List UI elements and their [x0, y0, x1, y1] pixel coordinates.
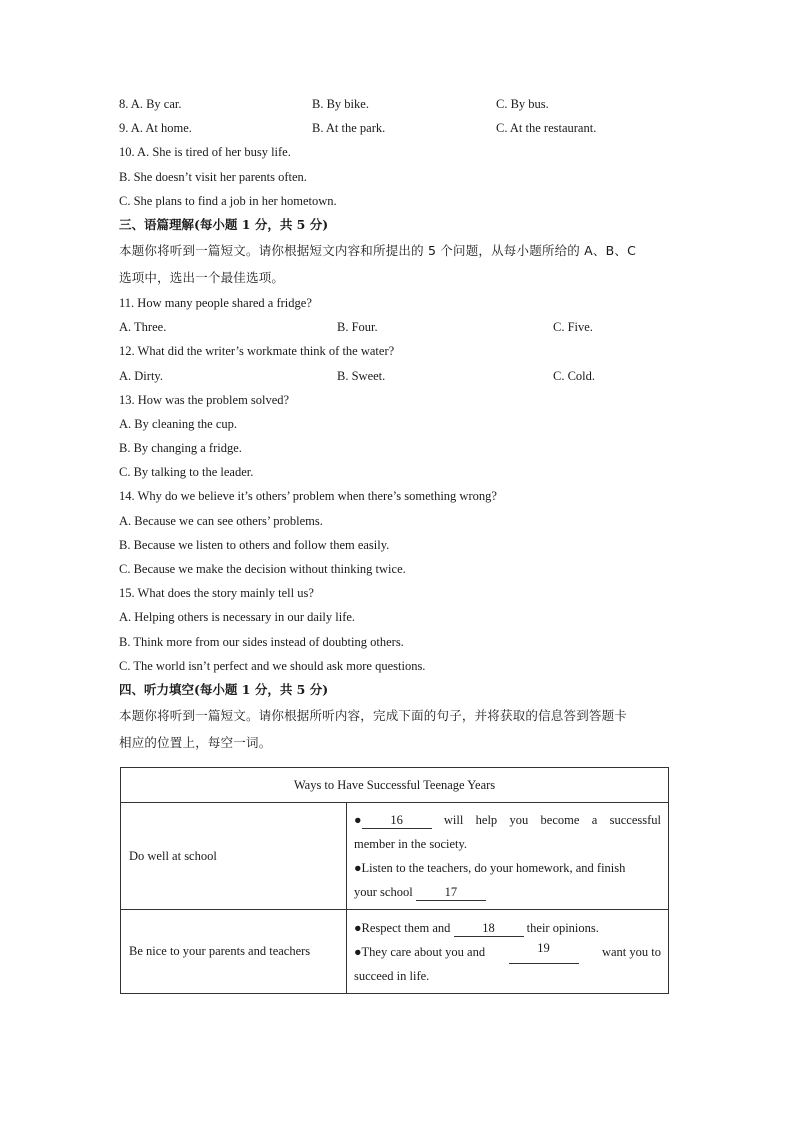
q10-option-a: 10. A. She is tired of her busy life.: [119, 145, 291, 160]
row2-bullet2-end: want you to: [601, 944, 661, 959]
q10-option-c: C. She plans to find a job in her hometown.: [119, 193, 337, 208]
q11-option-c: C. Five.: [553, 320, 593, 335]
row2-bullet1-end: their opinions.: [526, 920, 599, 935]
q13-question: 13. How was the problem solved?: [119, 392, 290, 407]
section-3-intro-line2: 选项中，选出一个最佳选项。: [119, 269, 285, 285]
row1-word-you: you: [509, 813, 529, 827]
question-12-options: [119, 364, 679, 388]
row2-category: Be nice to your parents and teachers: [121, 910, 347, 994]
q15-option-a: A. Helping others is necessary in our daily life.: [119, 610, 356, 625]
table-row: [121, 803, 669, 910]
row2-bullet2-line2: succeed in life.: [354, 968, 430, 983]
q14-question: 14. Why do we believe it’s others’ problem when there’s something wrong?: [119, 489, 497, 504]
q12-option-c: C. Cold.: [553, 368, 596, 383]
row1-bullet2-line2: [354, 880, 661, 904]
q8-option-c: C. By bus.: [496, 97, 549, 111]
row2-bullet2-text: ●They care about you and: [354, 944, 486, 959]
q14-option-a: A. Because we can see others’ problems.: [119, 513, 323, 528]
row2-bullet1: [354, 916, 661, 940]
blank-18: 18: [454, 920, 524, 937]
q11-question: 11. How many people shared a fridge?: [119, 295, 312, 310]
q10-option-b: B. She doesn’t visit her parents often.: [119, 169, 307, 184]
q11-option-a: A. Three.: [119, 320, 167, 335]
question-8: [119, 92, 679, 116]
q14-option-c: C. Because we make the decision without thinking twice.: [119, 562, 406, 576]
blank-16: 16: [362, 812, 432, 829]
row2-bullet2-line1: [354, 940, 661, 964]
row1-word-become: become: [540, 813, 580, 827]
q13-option-a: A. By cleaning the cup.: [119, 416, 238, 431]
row1-bullet2-text: your school: [354, 885, 413, 899]
row1-details: [347, 803, 669, 910]
q8-option-a: 8. A. By car.: [119, 97, 182, 111]
row1-bullet1-line1: [354, 808, 661, 832]
table-row: [121, 910, 669, 994]
q9-option-c: C. At the restaurant.: [496, 121, 597, 136]
q8-option-b: B. By bike.: [312, 97, 369, 111]
row1-word-successful: successful: [609, 813, 661, 827]
bullet-mark: ●: [354, 813, 362, 827]
row1-word-will: will: [443, 813, 464, 827]
question-9: [119, 116, 679, 140]
q15-option-b: B. Think more from our sides instead of doubting others.: [119, 634, 404, 649]
row2-bullet1-text: ●Respect them and: [354, 920, 451, 935]
q12-question: 12. What did the writer’s workmate think of the water?: [119, 344, 395, 359]
q15-option-c: C. The world isn’t perfect and we should ask more questions.: [119, 658, 426, 673]
q9-option-a: 9. A. At home.: [119, 121, 192, 136]
section-4-heading: 四、听力填空(每小题 1 分，共 5 分): [119, 681, 329, 697]
q12-option-b: B. Sweet.: [337, 368, 386, 383]
q15-question: 15. What does the story mainly tell us?: [119, 586, 314, 601]
section-4-intro-line1: 本题你将听到一篇短文。请你根据所听内容，完成下面的句子，并将获取的信息答到答题卡: [119, 707, 628, 723]
row1-bullet1-line2: member in the society.: [354, 837, 468, 851]
q12-option-a: A. Dirty.: [119, 368, 163, 383]
q9-option-b: B. At the park.: [312, 121, 386, 136]
row1-category: Do well at school: [121, 803, 347, 910]
section-3-intro-line1: 本题你将听到一篇短文。请你根据短文内容和所提出的 5 个问题，从每小题所给的 A、B、C: [119, 242, 637, 258]
row1-bullet2-line1: ●Listen to the teachers, do your homework, and finish: [354, 861, 626, 875]
row1-bullet1-start: [354, 808, 432, 832]
table-title: Ways to Have Successful Teenage Years: [121, 768, 669, 803]
blank-17: 17: [416, 884, 486, 901]
q13-option-c: C. By talking to the leader.: [119, 465, 254, 480]
row2-details: [347, 910, 669, 994]
q11-option-b: B. Four.: [337, 320, 378, 335]
blank-19: 19: [509, 940, 579, 964]
section-3-heading: 三、语篇理解(每小题 1 分，共 5 分): [119, 216, 329, 232]
question-11-options: [119, 315, 679, 339]
section-4-intro-line2: 相应的位置上，每空一词。: [119, 734, 272, 750]
row1-word-help: help: [475, 813, 498, 827]
row1-word-a: a: [591, 813, 598, 827]
q14-option-b: B. Because we listen to others and follow them easily.: [119, 537, 390, 552]
q13-option-b: B. By changing a fridge.: [119, 441, 242, 456]
exam-page: [119, 92, 679, 756]
listening-fill-table: [120, 767, 669, 994]
